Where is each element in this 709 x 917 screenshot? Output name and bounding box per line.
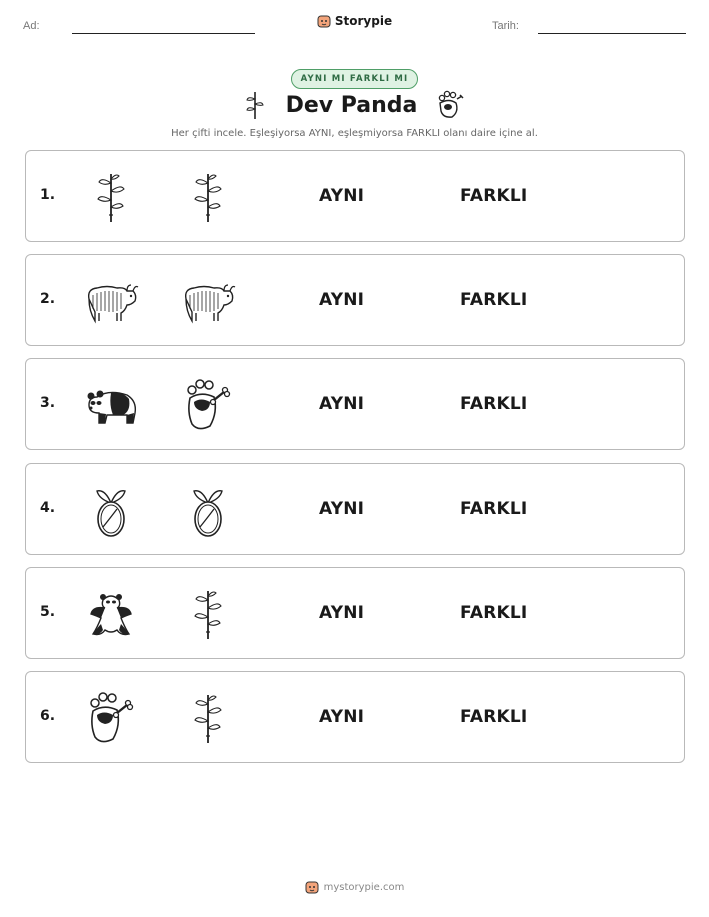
panda-paw-icon (178, 377, 238, 435)
question-card (25, 150, 685, 242)
option-farkli[interactable]: FARKLI (460, 707, 528, 727)
bamboo-icon (178, 690, 238, 748)
question-number: 1. (40, 187, 56, 203)
question-card (25, 463, 685, 555)
instructions: Her çifti incele. Eşleşiyorsa AYNI, eşleşmiyorsa FARKLI olanı daire içine al. (171, 128, 538, 139)
option-ayni[interactable]: AYNI (319, 603, 365, 623)
question-card (25, 254, 685, 346)
seed-icon (178, 482, 238, 540)
option-ayni[interactable]: AYNI (319, 186, 365, 206)
storypie-logo-icon (317, 14, 331, 28)
option-farkli[interactable]: FARKLI (460, 603, 528, 623)
panda-rug-icon (81, 586, 141, 644)
storypie-logo-icon (305, 880, 319, 894)
option-ayni[interactable]: AYNI (319, 290, 365, 310)
brand-name: Storypie (334, 14, 393, 28)
question-card (25, 358, 685, 450)
bamboo-icon (178, 169, 238, 227)
panda-paw-icon (437, 90, 465, 120)
question-card (25, 671, 685, 763)
question-number: 4. (40, 500, 56, 516)
option-ayni[interactable]: AYNI (319, 394, 365, 414)
option-farkli[interactable]: FARKLI (460, 394, 528, 414)
activity-badge: AYNI MI FARKLI MI (291, 69, 419, 89)
option-farkli[interactable]: FARKLI (460, 290, 528, 310)
option-ayni[interactable]: AYNI (319, 499, 365, 519)
question-card (25, 567, 685, 659)
question-number: 3. (40, 395, 56, 411)
date-line[interactable] (538, 33, 686, 34)
date-label: Tarih: (492, 20, 519, 32)
footer-url: mystorypie.com (323, 881, 405, 893)
option-ayni[interactable]: AYNI (319, 707, 365, 727)
question-number: 5. (40, 604, 56, 620)
bamboo-icon (81, 169, 141, 227)
name-label: Ad: (23, 20, 40, 32)
page-title: Dev Panda (285, 92, 418, 118)
panda-paw-icon (81, 690, 141, 748)
bamboo-icon (244, 90, 266, 120)
name-line[interactable] (72, 33, 255, 34)
yak-icon (81, 273, 141, 331)
brand (0, 13, 709, 32)
question-number: 2. (40, 291, 56, 307)
bamboo-icon (178, 586, 238, 644)
question-number: 6. (40, 708, 56, 724)
panda-icon (81, 377, 141, 435)
option-farkli[interactable]: FARKLI (460, 186, 528, 206)
footer (0, 880, 709, 894)
option-farkli[interactable]: FARKLI (460, 499, 528, 519)
seed-icon (81, 482, 141, 540)
yak-icon (178, 273, 238, 331)
